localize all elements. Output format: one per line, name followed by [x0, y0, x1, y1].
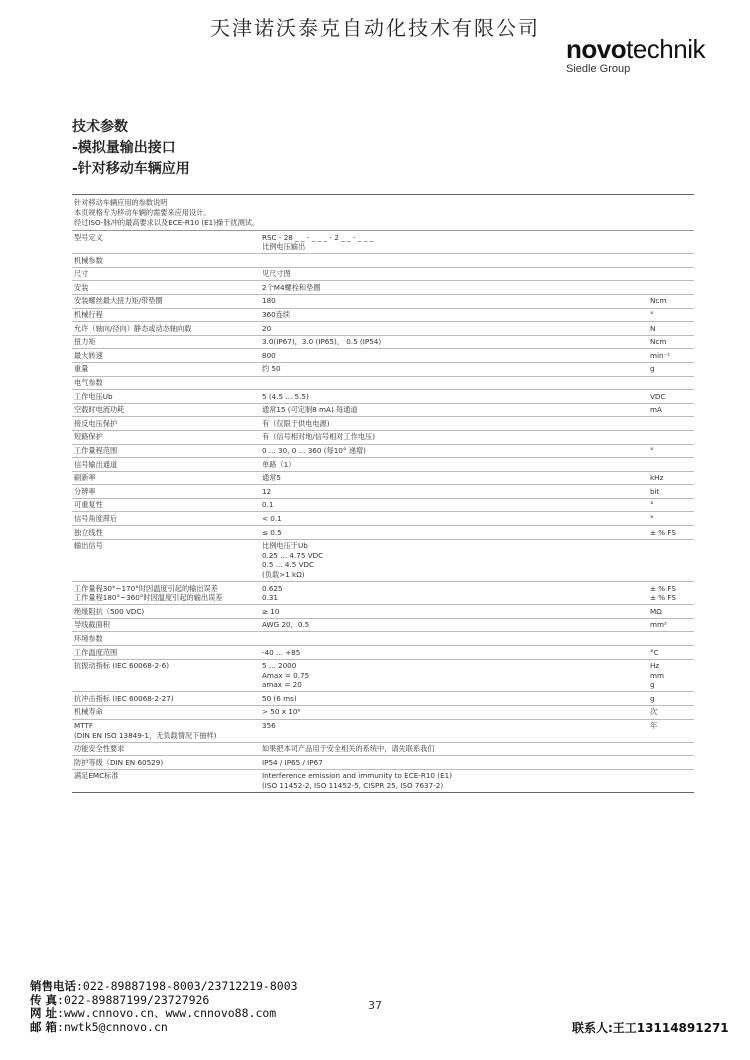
param-label: 分辨率: [74, 486, 96, 496]
param-unit: [650, 283, 694, 293]
table-row: [72, 646, 694, 660]
table-row: [72, 499, 694, 513]
param-label: 导线截面积: [74, 620, 110, 630]
param-value: 0.1: [262, 500, 274, 510]
param-unit: mA: [650, 405, 662, 415]
param-unit: 年: [650, 721, 658, 731]
table-row: [72, 417, 694, 431]
table-row: [72, 706, 694, 720]
param-value: 通常5: [262, 473, 281, 483]
param-value: ≤ 0.5: [262, 527, 282, 537]
param-unit: °: [650, 446, 654, 455]
table-row: [72, 431, 694, 445]
param-value: RSC - 28 _ _ - _ _ _ - 2 _ _ - _ _ _ 比例电压输出: [262, 232, 374, 252]
param-value: 12: [262, 486, 272, 496]
param-unit: g: [650, 693, 655, 703]
table-row: [72, 268, 694, 282]
table-row: [72, 404, 694, 418]
param-value: 通常15 (可定制8 mA) 每通道: [262, 405, 358, 415]
footer-contact-info: [30, 980, 298, 1034]
param-unit: [650, 460, 694, 470]
param-label: 信号输出通道: [74, 459, 118, 469]
spec-rows: [72, 231, 694, 793]
param-unit: [650, 419, 694, 429]
param-label: 信号角度滞后: [74, 513, 118, 523]
param-unit: kHz: [650, 473, 664, 483]
param-label: 独立线性: [74, 527, 103, 537]
sales-phone: :022-89887198-8003/23712219-8003: [76, 979, 298, 993]
param-label: 安装螺丝最大扭力矩/带垫圈: [74, 296, 163, 306]
param-value: ≥ 10: [262, 606, 280, 616]
param-label: 电气参数: [74, 378, 103, 388]
company-name: 天津诺沃泰克自动化技术有限公司: [210, 16, 540, 40]
param-value: Interference emission and immunity to ECE-R10 (E1) (ISO 11452-2, ISO 11452-5, CISPR 25, ISO 7637-2): [262, 771, 453, 791]
footer-fax: [30, 994, 298, 1008]
param-value: 如果把本司产品用于安全相关的系统中，请先联系我们: [262, 744, 435, 754]
param-label: 尺寸: [74, 269, 89, 279]
table-row: [72, 619, 694, 633]
param-value: 0 ... 30, 0 ... 360 (每10° 递增): [262, 446, 366, 455]
param-value: -40 ... +85: [262, 647, 301, 657]
param-unit: °: [650, 513, 654, 523]
param-label: 空载时电流功耗: [74, 405, 125, 415]
param-value: AWG 20，0.5: [262, 620, 310, 630]
param-unit: [650, 744, 694, 754]
table-row: [72, 445, 694, 459]
table-row: [72, 582, 694, 605]
param-unit: bit: [650, 486, 660, 496]
param-unit: [650, 758, 694, 768]
fax-label: 传 真: [30, 992, 58, 1007]
table-row: [72, 756, 694, 770]
footer-email: [30, 1021, 298, 1035]
table-row: [72, 692, 694, 706]
param-unit: °: [650, 500, 654, 510]
param-label: 工作量程范围: [74, 446, 118, 455]
table-row: [72, 770, 694, 793]
table-row: [72, 349, 694, 363]
table-row: [72, 660, 694, 693]
param-value: 有（信号相对地/信号相对工作电压): [262, 432, 376, 442]
param-label: 工作量程30°~170°时因温度引起的输出误差 工作量程180°~360°时因温度引起的输出误差: [74, 583, 223, 603]
table-row: [72, 720, 694, 743]
param-value: 180: [262, 296, 276, 306]
table-row: [72, 472, 694, 486]
spec-table: [72, 194, 694, 793]
param-label: 刷新率: [74, 473, 96, 483]
param-unit: [650, 771, 694, 790]
param-label: 绝缘阻抗（500 VDC): [74, 606, 145, 616]
table-row: [72, 336, 694, 350]
table-row: [72, 322, 694, 336]
param-unit: ± % FS: [650, 527, 676, 537]
param-unit: [650, 432, 694, 442]
param-value: 800: [262, 350, 276, 360]
param-value: [262, 256, 650, 266]
param-unit: MΩ: [650, 606, 662, 616]
param-value: 约 50: [262, 364, 281, 374]
param-value: < 0.1: [262, 513, 282, 523]
param-label: 最大转速: [74, 350, 103, 360]
web-address: :www.cnnovo.cn、www.cnnovo88.com: [57, 1006, 277, 1020]
param-label: 接反电压保护: [74, 418, 118, 428]
note-line: 经过ISO-脉冲的最高要求以及ECE-R10 (E1)操干扰测试。: [74, 218, 260, 227]
param-unit: °C: [650, 647, 659, 657]
table-row: [72, 390, 694, 404]
email-label: 邮 箱: [30, 1019, 58, 1034]
table-row: [72, 743, 694, 757]
param-value: 50 (6 ms): [262, 693, 297, 703]
param-label: 重量: [74, 364, 89, 374]
param-label: 环境参数: [74, 633, 103, 643]
param-label: 机械寿命: [74, 707, 103, 717]
table-row: [72, 363, 694, 377]
table-row: [72, 309, 694, 323]
param-label: 满足EMC标准: [74, 771, 119, 781]
param-unit: [650, 256, 694, 266]
table-row: [72, 281, 694, 295]
param-value: 有（仅限于供电电源): [262, 418, 330, 428]
param-unit: [650, 269, 694, 279]
table-row: [72, 485, 694, 499]
logo-bold: novo: [566, 34, 627, 64]
page-number: 37: [368, 999, 382, 1012]
param-value: > 50 x 10⁶: [262, 707, 301, 717]
novotechnik-logo: [566, 34, 736, 75]
param-unit: Ncm: [650, 296, 667, 306]
param-label: 输出信号: [74, 541, 103, 551]
page-titles: [72, 117, 190, 180]
footer-sales: [30, 980, 298, 994]
param-label: 工作温度范围: [74, 647, 118, 657]
title-main: 技术参数: [72, 119, 128, 135]
table-row: [72, 605, 694, 619]
param-unit: g: [650, 364, 655, 374]
fax-number: :022-89887199/23727926: [57, 992, 210, 1007]
note-line: 本页规格专为移动车辆的需要来应用设计。: [74, 208, 211, 217]
param-value: 单路（1）: [262, 459, 296, 469]
table-row: [72, 231, 694, 254]
param-unit: min⁻¹: [650, 350, 671, 360]
email-address: :nwtk5@cnnovo.cn: [57, 1019, 168, 1034]
logo-subtitle: Siedle Group: [566, 63, 631, 75]
param-value: [262, 634, 650, 644]
section-header-row: [72, 377, 694, 391]
param-label: 抗振动指标 (IEC 60068-2-6): [74, 661, 169, 671]
param-label: 抗冲击指标 (IEC 60068-2-27): [74, 693, 174, 703]
param-value: 20: [262, 323, 272, 333]
param-unit: mm²: [650, 620, 667, 630]
param-value: 5 ... 2000 Amax = 0.75 amax = 20: [262, 661, 310, 690]
param-value: 3.0(IP67)，3.0 (IP65)， 0.5 (IP54): [262, 337, 382, 347]
param-value: 5 (4.5 ... 5.5): [262, 391, 309, 401]
param-value: 356: [262, 721, 276, 731]
param-unit: 次: [650, 707, 658, 717]
table-row: [72, 512, 694, 526]
param-label: 型号定义: [74, 232, 103, 242]
param-unit: Hz mm g: [650, 661, 665, 690]
param-value: IP54 / IP65 / IP67: [262, 757, 323, 767]
title-sub-2: -针对移动车辆应用: [72, 161, 190, 177]
spec-notes: [72, 194, 694, 231]
param-label: 机械行程: [74, 310, 103, 320]
param-value: 见尺寸图: [262, 269, 291, 279]
param-value: 360连续: [262, 310, 291, 320]
param-label: 可重复性: [74, 500, 103, 510]
param-label: 短路保护: [74, 432, 103, 442]
param-label: 允许（轴向/径向）静态或动态轴向载: [74, 323, 192, 333]
table-row: [72, 540, 694, 582]
section-header-row: [72, 254, 694, 268]
table-row: [72, 295, 694, 309]
footer-web: [30, 1007, 298, 1021]
param-unit: °: [650, 310, 654, 320]
section-header-row: [72, 632, 694, 646]
title-sub-1: -模拟量输出接口: [72, 140, 176, 156]
contact-person: 联系人:王工13114891271: [572, 1021, 729, 1035]
param-label: 功能安全性要求: [74, 744, 125, 754]
param-unit: Ncm: [650, 337, 667, 347]
param-label: 工作电压Ub: [74, 391, 113, 401]
logo-light: technik: [626, 34, 705, 64]
param-unit: [650, 378, 694, 388]
param-label: MTTF (DIN EN ISO 13849-1，无负载情况下抽样): [74, 721, 217, 740]
table-row: [72, 526, 694, 540]
param-value: 比例电压于Ub 0.25 ... 4.75 VDC 0.5 ... 4.5 VDC (负载>1 kΩ): [262, 541, 324, 579]
param-unit: [650, 634, 694, 644]
param-unit: [650, 541, 694, 579]
param-unit: ± % FS ± % FS: [650, 583, 676, 603]
param-value: [262, 378, 650, 388]
param-unit: N: [650, 323, 656, 333]
param-label: 防护等级（DIN EN 60529): [74, 757, 164, 767]
param-unit: VDC: [650, 391, 666, 401]
param-value: 0.625 0.31: [262, 583, 283, 603]
note-line: 针对移动车辆应用的参数说明: [74, 198, 168, 207]
param-label: 扭力矩: [74, 337, 96, 347]
param-label: 机械参数: [74, 255, 103, 265]
param-unit: [650, 233, 694, 252]
param-label: 安装: [74, 282, 89, 292]
param-value: 2个M4螺栓和垫圈: [262, 282, 321, 292]
web-label: 网 址: [30, 1006, 58, 1020]
table-row: [72, 458, 694, 472]
sales-label: 销售电话: [30, 979, 76, 993]
